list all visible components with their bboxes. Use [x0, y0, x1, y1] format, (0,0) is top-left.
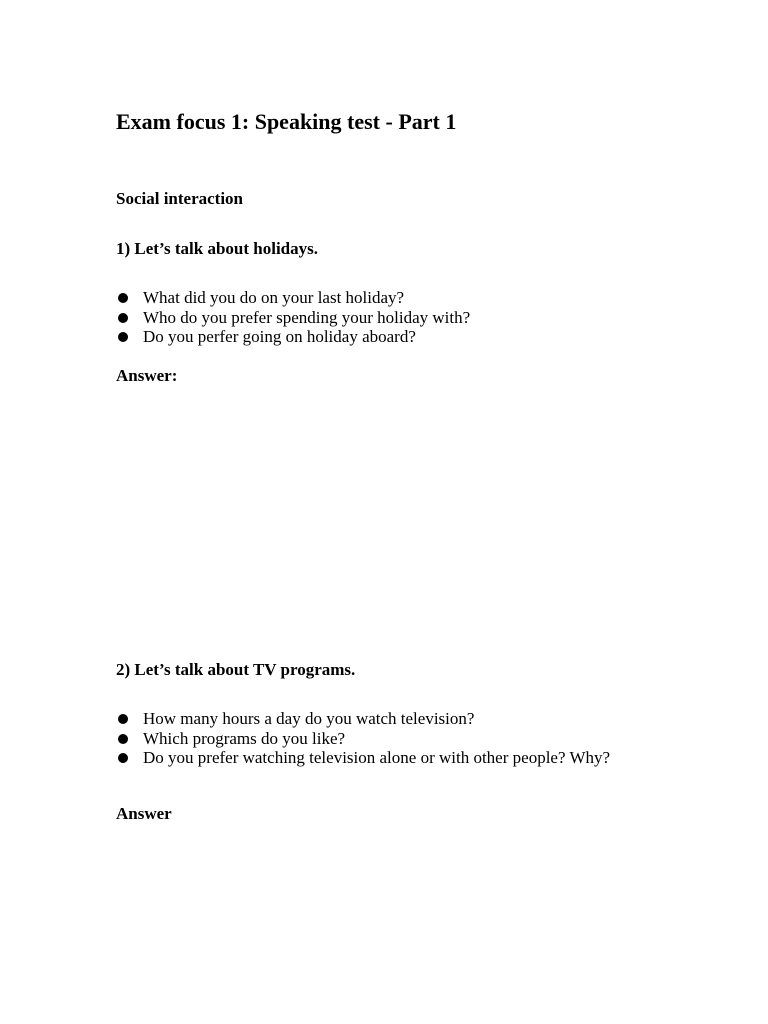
bullet-icon	[118, 753, 128, 763]
list-item	[116, 308, 470, 328]
list-item	[116, 709, 610, 729]
list-item-text: How many hours a day do you watch television?	[143, 709, 475, 728]
bullet-icon	[118, 293, 128, 303]
list-item-text: Do you prefer watching television alone or with other people? Why?	[143, 748, 611, 767]
section-heading: Social interaction	[116, 189, 244, 208]
answer-1-label: Answer:	[116, 366, 178, 385]
bullet-icon	[118, 313, 128, 323]
bullet-icon	[118, 714, 128, 724]
bullet-icon	[118, 734, 128, 744]
list-item-text: Who do you prefer spending your holiday with?	[143, 307, 471, 327]
question-1-list	[116, 288, 470, 347]
list-item-text: Do you perfer going on holiday aboard?	[143, 327, 416, 346]
list-item	[116, 327, 470, 347]
list-item	[116, 748, 610, 768]
question-2-list	[116, 709, 610, 768]
list-item	[116, 288, 470, 308]
answer-2-label: Answer	[116, 804, 172, 823]
question-2-heading: 2) Let’s talk about TV programs.	[116, 660, 356, 679]
list-item	[116, 729, 610, 749]
list-item-text: What did you do on your last holiday?	[143, 288, 405, 307]
bullet-icon	[118, 332, 128, 342]
list-item-text: Which programs do you like?	[143, 728, 346, 748]
document-title: Exam focus 1: Speaking test - Part 1	[116, 109, 457, 134]
question-1-heading: 1) Let’s talk about holidays.	[116, 239, 318, 258]
